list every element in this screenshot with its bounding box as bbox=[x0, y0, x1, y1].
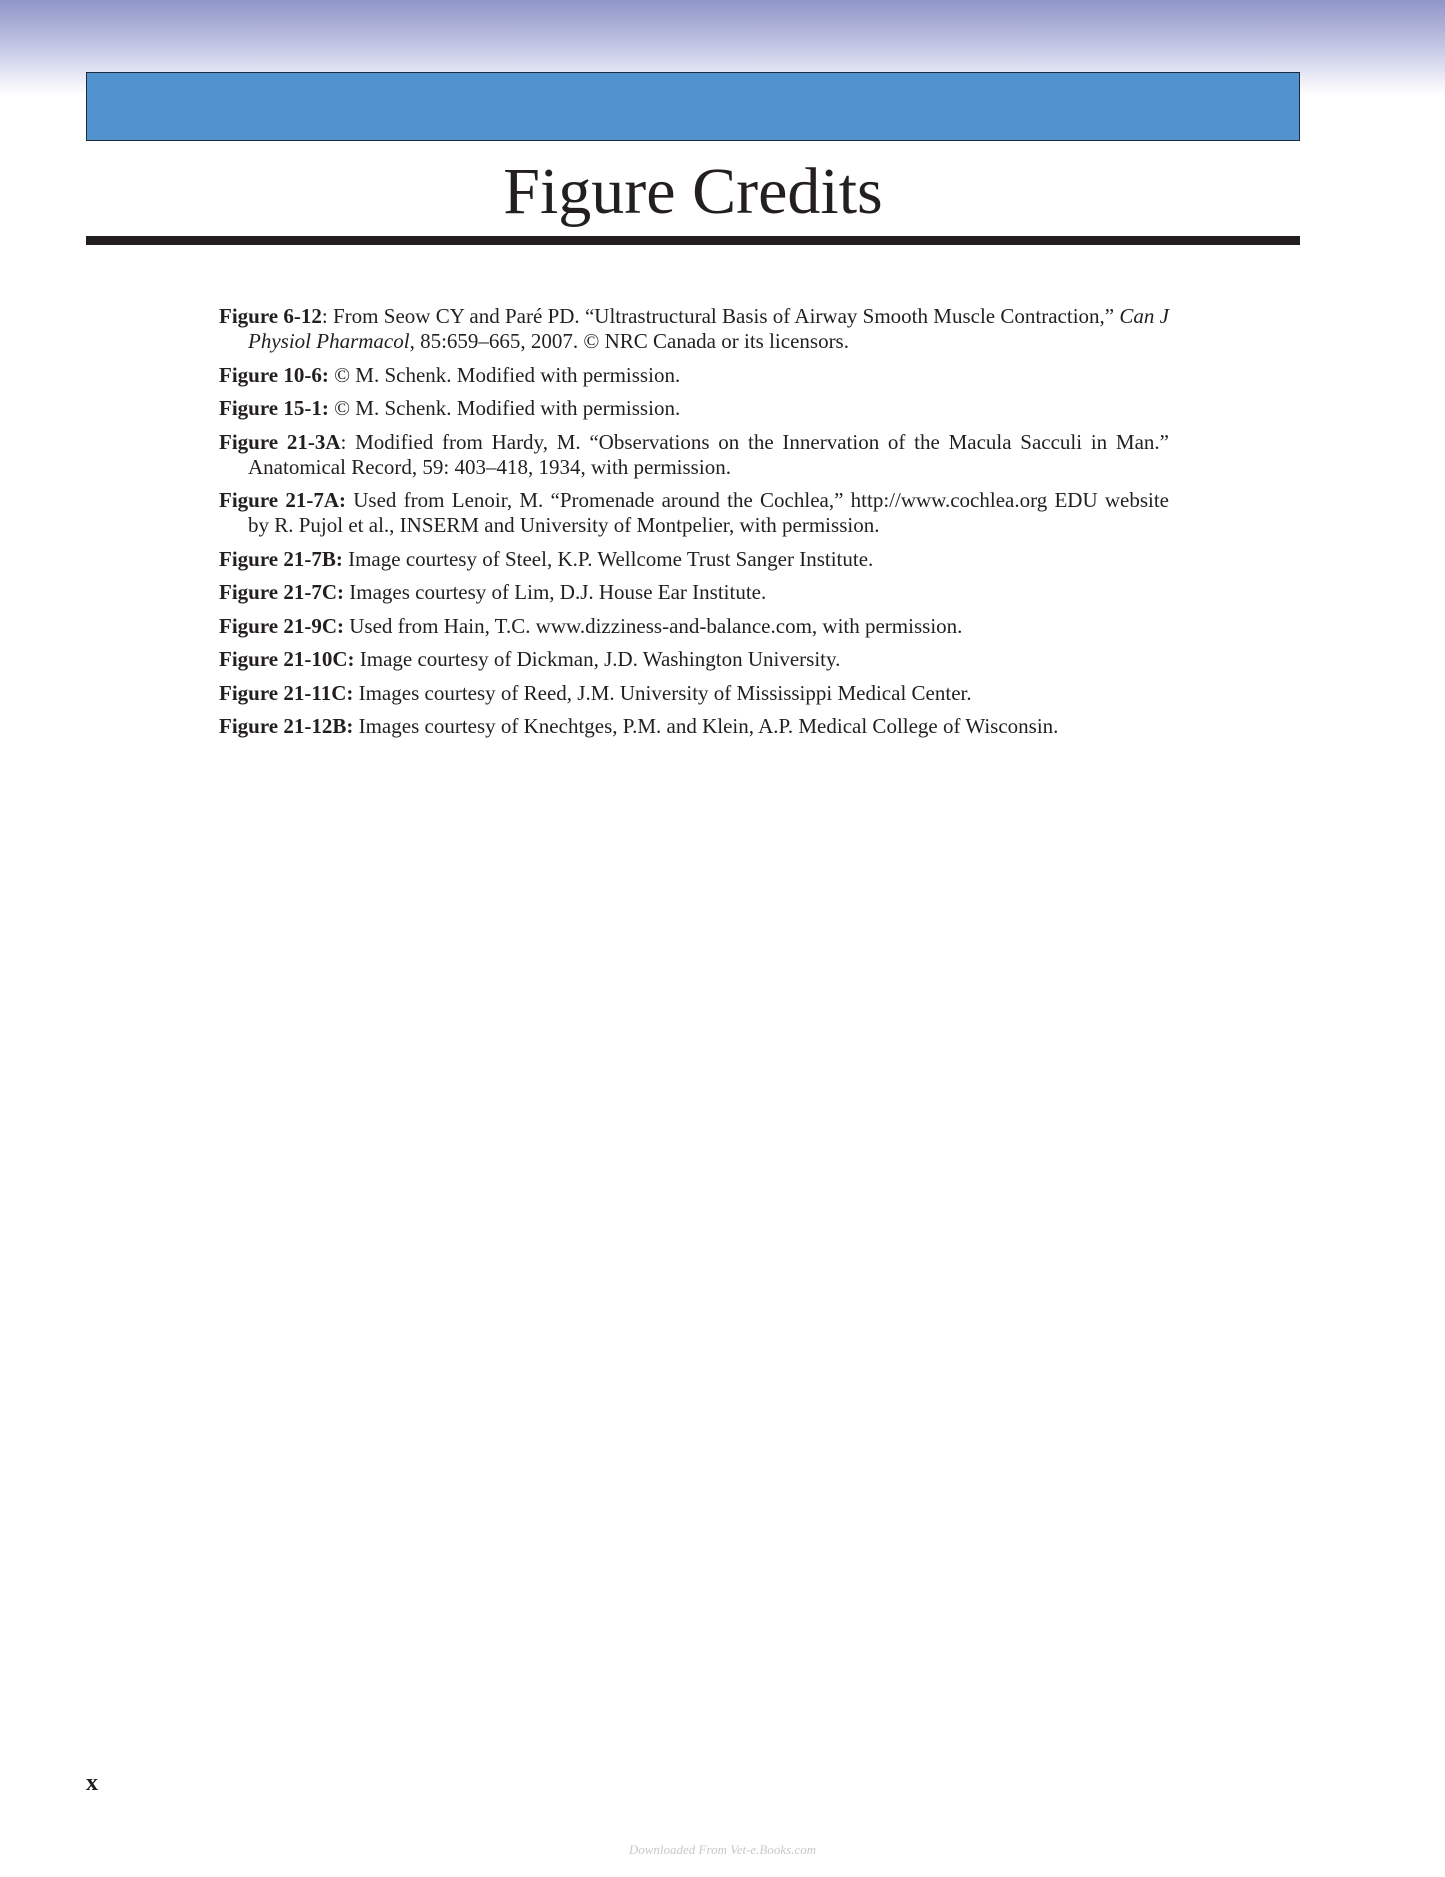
credit-label: Figure 21-7B: bbox=[219, 546, 343, 571]
credit-journal: Can J Physiol Pharmacol bbox=[248, 304, 1169, 353]
header-color-band bbox=[86, 72, 1300, 141]
credit-item bbox=[219, 714, 1169, 739]
credit-text: Modified from Hardy, M. “Observations on the Innervation of the Macula Sacculi in Man.” Anatomical Record, 59: 403–418, 1934, with permission. bbox=[248, 429, 1169, 479]
credit-label: Figure 21-7C: bbox=[219, 580, 345, 604]
credit-text: © M. Schenk. Modified with permission. bbox=[334, 362, 681, 387]
credit-item bbox=[219, 363, 1169, 388]
credit-item bbox=[219, 488, 1169, 538]
page-title: Figure Credits bbox=[503, 155, 883, 228]
credits-list bbox=[219, 304, 1169, 748]
credit-label: Figure 21-12B: bbox=[219, 714, 354, 738]
watermark: Downloaded From Vet-e.Books.com bbox=[628, 1842, 817, 1857]
credit-text-after: , 85:659–665, 2007. © NRC Canada or its licensors. bbox=[409, 329, 849, 353]
credit-item bbox=[219, 304, 1169, 354]
credit-text: Image courtesy of Steel, K.P. Wellcome Trust Sanger Institute. bbox=[348, 546, 874, 571]
credit-text: Images courtesy of Reed, J.M. University of Mississippi Medical Center. bbox=[358, 680, 972, 705]
credit-text: Images courtesy of Lim, D.J. House Ear Institute. bbox=[349, 580, 767, 604]
credit-label: Figure 21-9C: bbox=[219, 613, 345, 638]
credit-separator: : bbox=[340, 429, 356, 454]
credit-label: Figure 21-10C: bbox=[219, 647, 355, 671]
credit-label: Figure 6-12 bbox=[219, 304, 322, 328]
title-rule bbox=[86, 236, 1300, 245]
credit-label: Figure 15-1: bbox=[219, 396, 329, 420]
credit-item bbox=[219, 614, 1169, 639]
credit-item bbox=[219, 647, 1169, 672]
credit-separator: : bbox=[321, 304, 333, 328]
credit-label: Figure 10-6: bbox=[219, 362, 329, 387]
credit-text: Image courtesy of Dickman, J.D. Washington University. bbox=[359, 647, 841, 671]
credit-text: Used from Hain, T.C. www.dizziness-and-balance.com, with permission. bbox=[349, 613, 963, 638]
credit-label: Figure 21-3A bbox=[219, 429, 341, 454]
credit-item bbox=[219, 396, 1169, 421]
credit-item bbox=[219, 547, 1169, 572]
credit-text: Used from Lenoir, M. “Promenade around the Cochlea,” http://www.cochlea.org EDU website by R. Pujol et al., INSERM and University of Montpelier, with permission. bbox=[248, 488, 1170, 537]
credit-item bbox=[219, 580, 1169, 605]
credit-item bbox=[219, 681, 1169, 706]
page-number: x bbox=[86, 1770, 98, 1796]
credit-label: Figure 21-11C: bbox=[219, 680, 354, 705]
credit-label: Figure 21-7A: bbox=[219, 488, 347, 512]
credit-text: © M. Schenk. Modified with permission. bbox=[334, 396, 681, 420]
credit-item bbox=[219, 430, 1169, 480]
credit-text: From Seow CY and Paré PD. “Ultrastructural Basis of Airway Smooth Muscle Contraction,” bbox=[333, 304, 1120, 328]
credit-text: Images courtesy of Knechtges, P.M. and Klein, A.P. Medical College of Wisconsin. bbox=[358, 714, 1059, 738]
